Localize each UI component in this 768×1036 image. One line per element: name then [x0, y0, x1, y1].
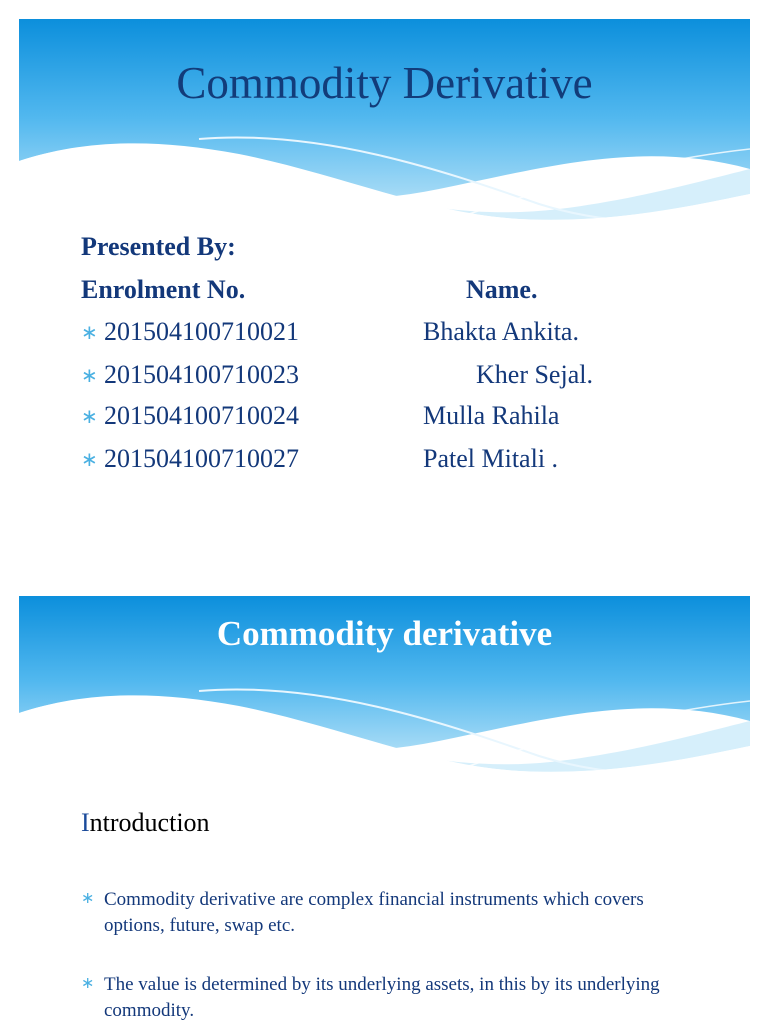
section-heading: Introduction — [81, 808, 210, 837]
enrolment-number: 201504100710027 — [104, 444, 299, 473]
bullet-icon: ∗ — [81, 365, 98, 387]
slide-title: Commodity derivative — [216, 614, 553, 653]
bullet-icon: ∗ — [81, 322, 98, 344]
slide-1-header — [19, 19, 750, 234]
bullet-icon: ∗ — [81, 975, 95, 992]
bullet-icon: ∗ — [81, 406, 98, 428]
slide-title: Commodity Derivative — [176, 58, 593, 108]
bullet-text: Commodity derivative are complex financial instruments which covers options, future, swap etc. — [104, 889, 644, 936]
slide-2-header — [19, 596, 750, 811]
bullet-text: The value is determined by its underlying assets, in this by its underlying commodity. — [104, 974, 660, 1021]
enrolment-header: Enrolment No. — [81, 275, 246, 304]
name-header: Name. — [466, 275, 538, 304]
slide-2 — [19, 596, 750, 1036]
member-name: Kher Sejal. — [476, 360, 593, 389]
member-name: Patel Mitali . — [423, 444, 559, 473]
enrolment-number: 201504100710021 — [104, 317, 299, 346]
enrolment-number: 201504100710023 — [104, 360, 299, 389]
member-name: Mulla Rahila — [423, 401, 560, 430]
presented-by-label: Presented By: — [81, 232, 236, 261]
wave-banner — [19, 19, 750, 234]
member-name: Bhakta Ankita. — [423, 317, 579, 346]
enrolment-number: 201504100710024 — [104, 401, 299, 430]
slide-1 — [19, 19, 750, 559]
bullet-icon: ∗ — [81, 890, 95, 907]
bullet-icon: ∗ — [81, 449, 98, 471]
